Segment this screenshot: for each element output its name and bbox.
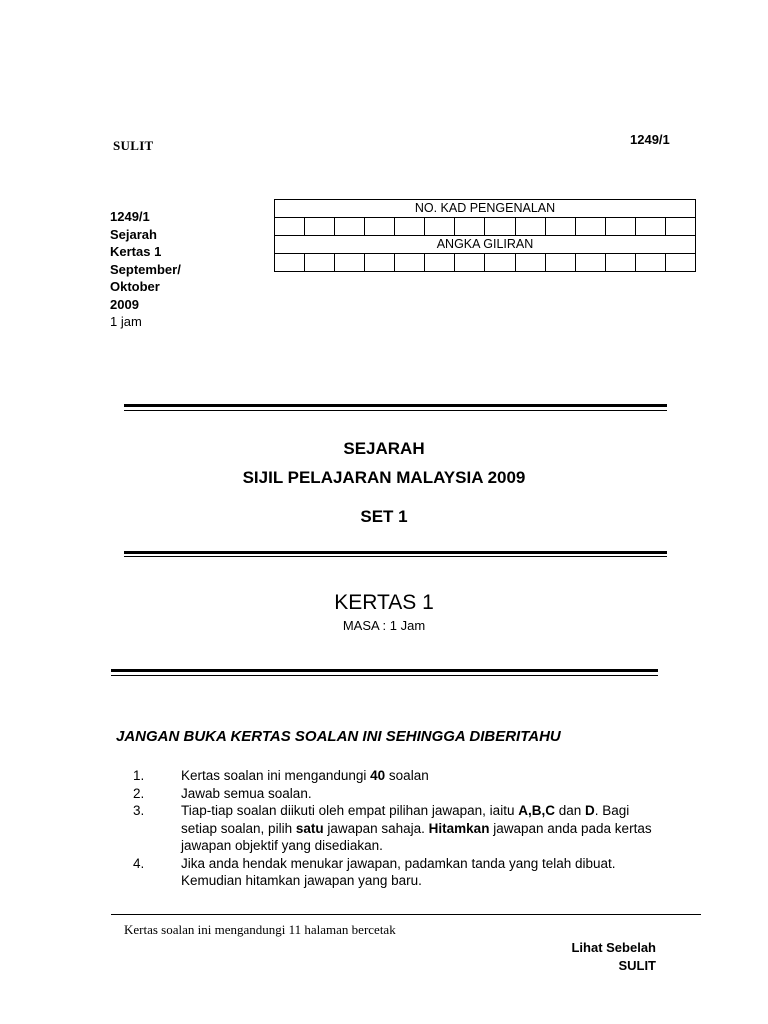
ic-digit-cell: [275, 218, 305, 236]
ic-digit-cell: [425, 218, 455, 236]
divider-top-thin: [124, 410, 667, 411]
ic-digit-cell: [455, 218, 485, 236]
meta-year: 2009: [110, 296, 139, 312]
ic-number-label: NO. KAD PENGENALAN: [275, 200, 696, 218]
instruction-fragment: jawapan sahaja.: [323, 820, 429, 836]
instruction-text: [181, 802, 653, 855]
ic-digit-cell: [575, 218, 605, 236]
subject-title: SEJARAH: [343, 439, 425, 458]
ic-digit-cell: [485, 218, 515, 236]
meta-month-2: Oktober: [110, 279, 160, 294]
index-digit-cell: [575, 254, 605, 272]
instruction-emphasis: Hitamkan: [428, 820, 490, 836]
instruction-fragment: dan: [554, 803, 585, 818]
index-number-label: ANGKA GILIRAN: [275, 236, 696, 254]
ic-digit-cell: [335, 218, 365, 236]
ic-number-cells: [275, 218, 696, 236]
paper-code: 1249/1: [630, 132, 670, 147]
set-label: SET 1: [360, 507, 408, 526]
instruction-emphasis: A,B,C: [518, 803, 555, 818]
confidentiality-label-footer: SULIT: [618, 958, 656, 973]
candidate-id-box: [274, 199, 696, 272]
exam-name: SIJIL PELAJARAN MALAYSIA 2009: [242, 468, 526, 487]
instruction-fragment: jawapan anda pada kertas jawapan objektif yang disediakan.: [181, 820, 652, 853]
footer-divider: [111, 914, 701, 915]
index-digit-cell: [395, 254, 425, 272]
confidentiality-label: SULIT: [113, 138, 154, 153]
divider-bottom-thin: [111, 675, 658, 676]
see-over-label: Lihat Sebelah: [571, 940, 656, 955]
page-count-note: Kertas soalan ini mengandungi 11 halaman bercetak: [124, 922, 396, 937]
instruction-emphasis: satu: [295, 820, 324, 836]
instruction-item: [133, 802, 653, 855]
index-digit-cell: [605, 254, 635, 272]
instructions-list: [133, 767, 653, 890]
meta-paper: Kertas 1: [110, 244, 162, 259]
index-digit-cell: [635, 254, 665, 272]
index-digit-cell: [515, 254, 545, 272]
footer-right: [571, 939, 656, 975]
index-digit-cell: [305, 254, 335, 272]
divider-mid-thick: [124, 551, 667, 554]
instruction-text: [181, 785, 653, 803]
index-digit-cell: [275, 254, 305, 272]
instruction-text: [181, 855, 653, 890]
index-digit-cell: [455, 254, 485, 272]
instruction-text: [181, 767, 653, 785]
instruction-fragment: Tiap-tiap soalan diikuti oleh empat pilihan jawapan, iaitu: [181, 803, 519, 818]
index-digit-cell: [335, 254, 365, 272]
index-digit-cell: [485, 254, 515, 272]
instruction-emphasis: 40: [370, 768, 386, 783]
instruction-item: [133, 767, 653, 785]
instruction-fragment: Jawab semua soalan.: [181, 785, 312, 801]
instruction-number: 1.: [133, 768, 145, 783]
divider-top-thick: [124, 404, 667, 407]
instruction-number: 3.: [133, 803, 145, 818]
meta-code: 1249/1: [110, 209, 150, 224]
instruction-fragment: Jika anda hendak menukar jawapan, padamkan tanda yang telah dibuat. Kemudian hitamkan jawapan yang baru.: [181, 855, 616, 888]
instruction-emphasis: D: [585, 803, 595, 818]
instruction-fragment: soalan: [385, 768, 429, 783]
instruction-number: 4.: [133, 855, 145, 871]
divider-mid-thin: [124, 556, 667, 557]
instruction-number: 2.: [133, 785, 145, 801]
ic-digit-cell: [605, 218, 635, 236]
instruction-item: [133, 785, 653, 803]
instruction-fragment: . Bagi setiap soalan, pilih: [181, 803, 630, 836]
meta-duration: 1 jam: [110, 314, 142, 329]
ic-digit-cell: [305, 218, 335, 236]
meta-subject: Sejarah: [110, 226, 157, 242]
index-digit-cell: [665, 254, 695, 272]
exam-title: [0, 434, 768, 492]
ic-digit-cell: [515, 218, 545, 236]
paper-time: MASA : 1 Jam: [342, 618, 426, 633]
index-digit-cell: [365, 254, 395, 272]
index-digit-cell: [425, 254, 455, 272]
index-number-cells: [275, 254, 696, 272]
ic-digit-cell: [635, 218, 665, 236]
index-digit-cell: [545, 254, 575, 272]
instruction-item: [133, 855, 653, 890]
instruction-fragment: Kertas soalan ini mengandungi: [181, 768, 371, 783]
ic-digit-cell: [545, 218, 575, 236]
ic-digit-cell: [365, 218, 395, 236]
warning-notice: JANGAN BUKA KERTAS SOALAN INI SEHINGGA DIBERITAHU: [116, 728, 561, 745]
meta-month-1: September/: [110, 261, 181, 277]
paper-meta: [110, 208, 181, 331]
paper-name: KERTAS 1: [334, 591, 434, 614]
ic-digit-cell: [665, 218, 695, 236]
divider-bottom-thick: [111, 669, 658, 672]
ic-digit-cell: [395, 218, 425, 236]
